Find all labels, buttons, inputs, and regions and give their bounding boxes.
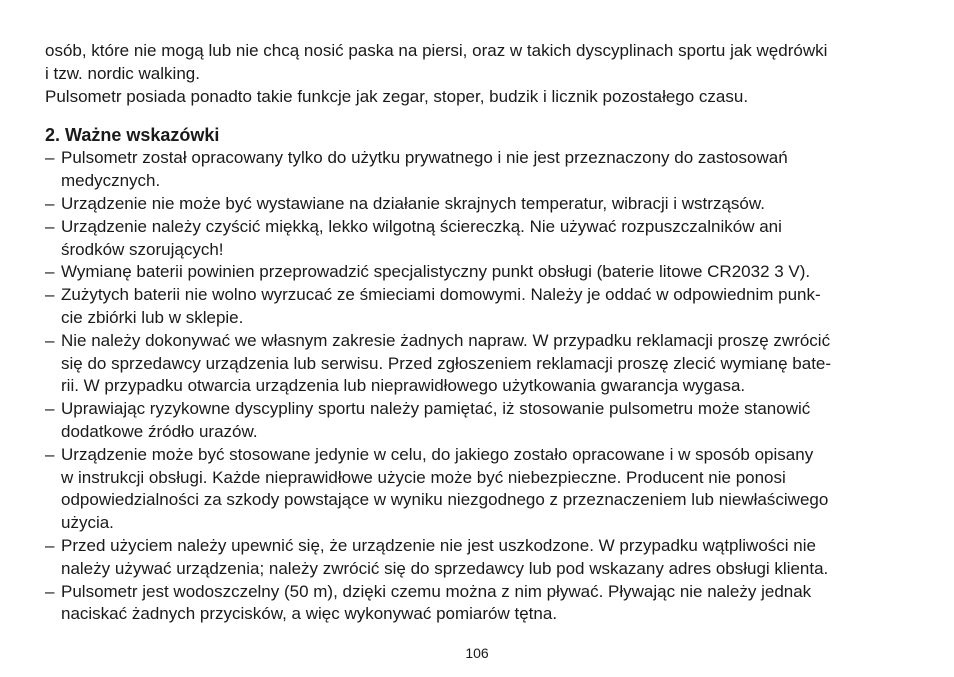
list-item	[45, 398, 915, 444]
list-dash: –	[45, 581, 55, 601]
list-item-text: Zużytych baterii nie wolno wyrzucać ze śmieciami domowymi. Należy je oddać w odpowiednim punk- cie zbiórki lub w sklepie.	[61, 285, 821, 327]
list-dash: –	[45, 216, 55, 236]
list-item-text: Nie należy dokonywać we własnym zakresie żadnych napraw. W przypadku reklamacji proszę zwrócić się do sprzedawcy urządzenia lub serwisu. Przed zgłoszeniem reklamacji proszę zlecić wymianę bate- rii. W przypadku otwarcia urządzenia lub nieprawidłowego użytkowania gwarancja wygasa.	[61, 330, 832, 396]
list-item	[45, 444, 915, 535]
list-dash: –	[45, 330, 55, 350]
list-dash: –	[45, 399, 55, 419]
list-item	[45, 581, 915, 627]
intro-text	[45, 40, 915, 108]
list-dash: –	[45, 262, 55, 282]
list-dash: –	[45, 285, 55, 305]
list-dash: –	[45, 148, 55, 168]
list-dash: –	[45, 193, 55, 213]
list-dash: –	[45, 444, 55, 464]
list-item-text: Pulsometr został opracowany tylko do użytku prywatnego i nie jest przeznaczony do zastosowań medycznych.	[61, 148, 788, 191]
list-item-text: Pulsometr jest wodoszczelny (50 m), dzięki czemu można z nim pływać. Pływając nie należy jednak naciskać żadnych przycisków, a więc wykonywać pomiarów tętna.	[61, 581, 812, 624]
intro-paragraph-2: Pulsometr posiada ponadto takie funkcje jak zegar, stoper, budzik i licznik pozostałego czasu.	[45, 86, 749, 106]
document-page	[45, 40, 915, 626]
list-item-text: Przed użyciem należy upewnić się, że urządzenie nie jest uszkodzone. W przypadku wątpliwości nie należy używać urządzenia; należy zwrócić się do sprzedawcy lub pod wskazany adres obsługi klienta.	[61, 535, 829, 578]
section-heading: 2. Ważne wskazówki	[45, 125, 220, 146]
list-item	[45, 147, 915, 193]
list-item-text: Urządzenie może być stosowane jedynie w celu, do jakiego zostało opracowane i w sposób opisany w instrukcji obsługi. Każde nieprawidłowe użycie może być niebezpieczne. Producent nie ponosi odpowiedzialności za szkody powstające w wyniku niezgodnego z przeznaczeniem lub niewłaściwego użycia.	[61, 444, 829, 533]
intro-paragraph-1: osób, które nie mogą lub nie chcą nosić paska na piersi, oraz w takich dyscyplinach sportu jak wędrówki i tzw. nordic walking.	[45, 41, 828, 83]
list-item	[45, 535, 915, 581]
notes-list	[45, 147, 915, 626]
list-item	[45, 261, 915, 284]
list-item-text: Urządzenie nie może być wystawiane na działanie skrajnych temperatur, wibracji i wstrząsów.	[61, 193, 765, 213]
list-item-text: Uprawiając ryzykowne dyscypliny sportu należy pamiętać, iż stosowanie pulsometru może stanowić dodatkowe źródło urazów.	[61, 399, 811, 441]
list-dash: –	[45, 535, 55, 555]
list-item	[45, 284, 915, 330]
list-item	[45, 193, 915, 216]
list-item-text: Urządzenie należy czyścić miękką, lekko wilgotną ściereczką. Nie używać rozpuszczalników ani środków szorujących!	[61, 216, 782, 259]
list-item-text: Wymianę baterii powinien przeprowadzić specjalistyczny punkt obsługi (baterie litowe CR2032 3 V).	[61, 262, 811, 282]
page-number: 106	[465, 645, 489, 661]
list-item	[45, 330, 915, 398]
list-item	[45, 216, 915, 262]
